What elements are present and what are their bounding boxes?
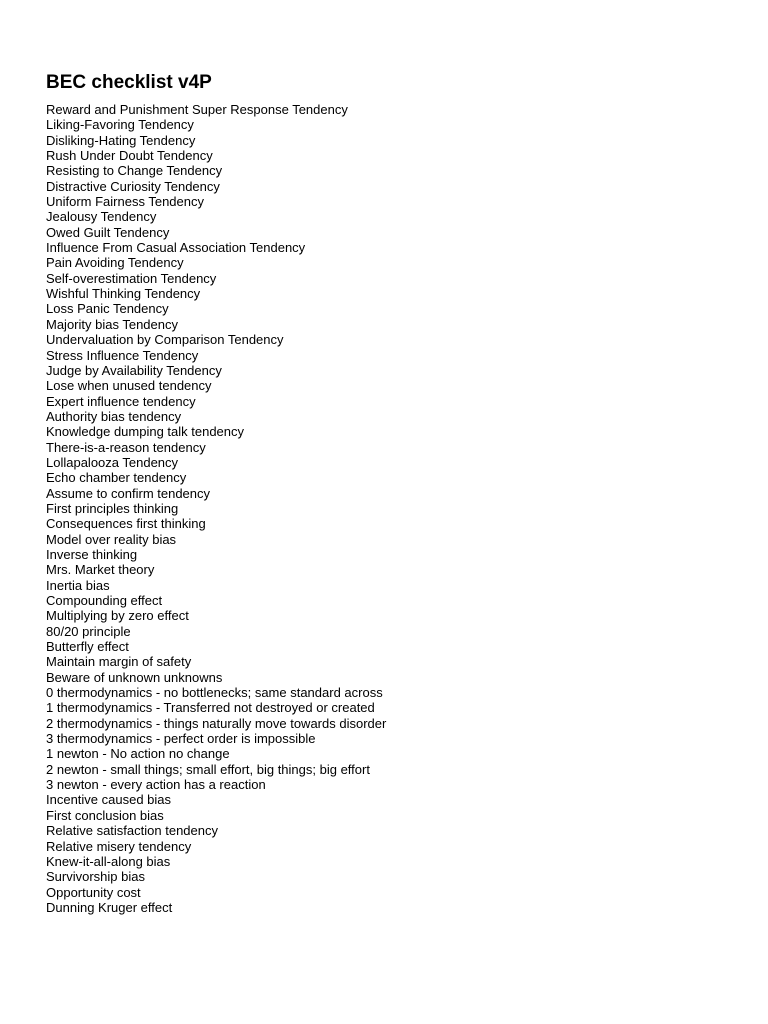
checklist-item: Opportunity cost [46, 884, 141, 900]
checklist-item: Butterfly effect [46, 639, 129, 655]
checklist-item: Mrs. Market theory [46, 562, 155, 578]
checklist-item: Lollapalooza Tendency [46, 454, 179, 470]
checklist-item: 3 newton - every action has a reaction [46, 777, 266, 793]
checklist-item: Self-overestimation Tendency [46, 270, 217, 286]
checklist [46, 102, 386, 915]
checklist-item: Incentive caused bias [46, 792, 172, 808]
checklist-item: Knew-it-all-along bias [46, 853, 171, 869]
document-title: BEC checklist v4P [46, 72, 212, 93]
checklist-item: Compounding effect [46, 593, 163, 608]
checklist-item: Survivorship bias [46, 869, 145, 885]
checklist-item: Undervaluation by Comparison Tendency [46, 332, 284, 348]
checklist-item: Inertia bias [46, 577, 110, 593]
checklist-item: Jealousy Tendency [46, 209, 157, 225]
checklist-item: Consequences first thinking [46, 516, 206, 532]
checklist-item: 1 newton - No action no change [46, 746, 230, 762]
checklist-item: First conclusion bias [46, 807, 164, 823]
checklist-item: 2 thermodynamics - things naturally move towards disorder [46, 715, 387, 731]
checklist-item: Influence From Casual Association Tendency [46, 240, 306, 256]
checklist-item: Wishful Thinking Tendency [46, 286, 201, 302]
checklist-item: Liking-Favoring Tendency [46, 117, 194, 133]
checklist-item: Loss Panic Tendency [46, 301, 169, 317]
checklist-item: Echo chamber tendency [46, 470, 187, 486]
checklist-item: Knowledge dumping talk tendency [46, 424, 245, 440]
checklist-item: Relative satisfaction tendency [46, 823, 218, 839]
checklist-item: Distractive Curiosity Tendency [46, 178, 220, 194]
checklist-item: Dunning Kruger effect [46, 899, 173, 915]
checklist-item: First principles thinking [46, 500, 179, 516]
checklist-item: Assume to confirm tendency [46, 485, 211, 501]
checklist-item: Uniform Fairness Tendency [46, 194, 204, 210]
checklist-item: Majority bias Tendency [46, 316, 178, 332]
checklist-item: 80/20 principle [46, 623, 131, 639]
checklist-item: Judge by Availability Tendency [46, 362, 222, 378]
checklist-item: Model over reality bias [46, 531, 177, 547]
checklist-item: Inverse thinking [46, 546, 138, 562]
checklist-item: Resisting to Change Tendency [46, 163, 223, 179]
checklist-item: Expert influence tendency [46, 393, 196, 409]
checklist-item: 1 thermodynamics - Transferred not destroyed or created [46, 700, 375, 716]
checklist-item: Multiplying by zero effect [46, 608, 189, 624]
checklist-item: 0 thermodynamics - no bottlenecks; same standard across [46, 685, 383, 701]
checklist-item: Reward and Punishment Super Response Tendency [46, 102, 348, 117]
checklist-item: 3 thermodynamics - perfect order is impossible [46, 731, 316, 747]
checklist-item: Lose when unused tendency [46, 378, 212, 394]
checklist-item: Stress Influence Tendency [46, 347, 199, 363]
checklist-item: Rush Under Doubt Tendency [46, 148, 213, 164]
checklist-item: Authority bias tendency [46, 408, 182, 424]
checklist-item: Pain Avoiding Tendency [46, 255, 184, 271]
checklist-item: 2 newton - small things; small effort, big things; big effort [46, 761, 370, 777]
checklist-item: Relative misery tendency [46, 838, 192, 854]
checklist-item: Beware of unknown unknowns [46, 669, 223, 685]
checklist-item: Maintain margin of safety [46, 654, 192, 670]
checklist-item: Owed Guilt Tendency [46, 224, 170, 240]
checklist-item: Disliking-Hating Tendency [46, 132, 196, 148]
checklist-item: There-is-a-reason tendency [46, 439, 206, 455]
